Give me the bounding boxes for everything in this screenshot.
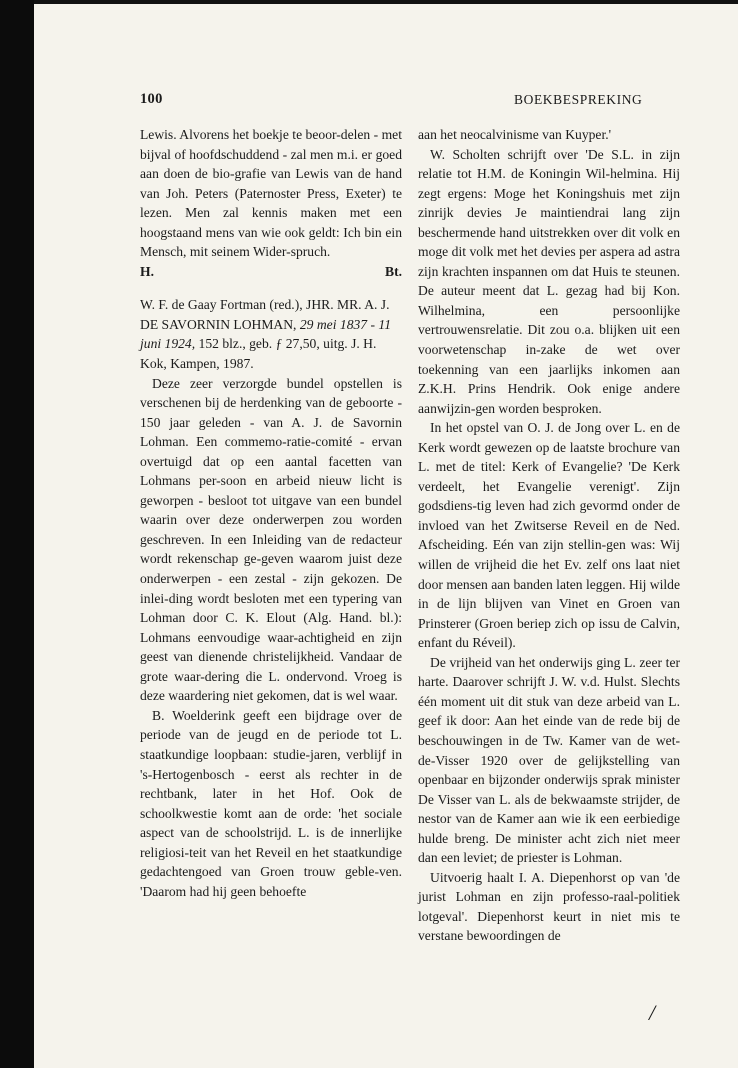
book-reference — [140, 295, 402, 373]
book-details: 152 blz., geb. ƒ 27,50, uitg. J. H. Kok, Kampen, 1987. — [140, 336, 377, 372]
signature-author: Bt. — [385, 263, 402, 279]
review-signature — [140, 262, 402, 282]
book-title-dates: 29 mei 1837 - 11 juni 1924, — [140, 316, 391, 352]
left-column — [140, 125, 402, 901]
paragraph-onderwijs: De vrijheid van het onderwijs ging L. zeer ter harte. Daarover schrijft J. W. v.d. Hulst. Slechts één moment uit dit stuk van deze arbeid van L. geef ik door: Aan het einde van de rede bij de beschouwingen in de Tw. Kamer van de wet-de-Visser 1920 over de gelijkstelling van openbaar en bijzonder onderwijs sprak minister De Visser van L. als de bekwaamste strijder, de nestor van de Kamer aan wie ik een eerbiedige hulde breng. De minister acht zich niet meer dan een leviet; de priester is Lohman. — [418, 654, 680, 866]
signature-initial: H. — [140, 263, 154, 279]
paragraph-de-jong: In het opstel van O. J. de Jong over L. en de Kerk wordt gewezen op de laatste brochure van L. met de titel: Kerk of Evangelie? 'De Kerk verdeelt, het Evangelie verenigt'. Zijn godsdiens-tig leven had zich gevormd onder de invloed van het Zwitserse Reveil en de Ned. Afscheiding. Eén van zijn stellin-gen was: Wij willen de vrijheid die het Ev. zelf ons laat niet door mensen aan banden laten leggen. Hij wilde in de lijn blijven van Vinet en Groen van Prinsterer (Groen beriep zich op issu de Calvin, enfant du Réveil). — [418, 420, 680, 651]
running-head: BOEKBESPREKING — [514, 92, 643, 107]
paragraph-kuyper: aan het neocalvinisme van Kuyper.' — [418, 127, 612, 142]
paragraph-woelderink: B. Woelderink geeft een bijdrage over de periode van de jeugd en de periode tot L. staatkundige loopbaan: studie-jaren, verblijf in 's-Hertogenbosch - eerst als rechter in de rechtbank, later in het Hof. Ook de schoolkwestie komt aan de orde: 'het sociale aspect van de schoolstrijd. L. is de innerlijke religiosi-teit van het Reveil en het staatkundige gedachtengoed van Groen trouw geble-ven. 'Daarom had hij geen behoefte — [140, 707, 402, 899]
right-column — [418, 125, 680, 946]
scan-border-left — [0, 0, 34, 1068]
margin-mark: / — [649, 1000, 656, 1025]
paragraph-lewis: Lewis. Alvorens het boekje te beoor-delen - met bijval of hoofdschuddend - zal men m.i. er goed aan doen de bio-grafie van Lewis van de hand van Joh. Peters (Paternoster Press, Exeter) te lezen. Men zal kennis maken met een hoogstaand mens van wie ook geldt: Ich bin ein Mensch, mit seinem Wider-spruch. — [140, 127, 402, 260]
page-number: 100 — [140, 91, 163, 107]
book-editors: W. F. de Gaay Fortman (red.), JHR. MR. A. J. DE SAVORNIN LOHMAN, — [140, 297, 390, 332]
paragraph-bundel: Deze zeer verzorgde bundel opstellen is verschenen bij de herdenking van de geboorte - 150 jaar geleden - van A. J. de Savornin Lohman. Een commemo-ratie-comité - ervan overtuigd dat op een aantal facetten van Lohmans per-soon en arbeid nieuw licht is geworpen - besloot tot uitgave van een bundel waarin over deze onderwerpen zou worden geschreven. In een Inleiding van de redacteur wordt rekenschap ge-geven waarom juist deze onderwerpen - een zestal - zijn gekozen. De inlei-ding wordt besloten met een typering van Lohman door C. K. Elout (Alg. Hand. bl.): Lohmans eenvoudige waar-achtigheid en zijn geest van dienende christelijkheid. Vandaar de grote waar-dering die L. ondervond. Vroeg is deze waardering niet gekomen, dat is wel waar. — [140, 375, 402, 704]
paragraph-scholten: W. Scholten schrijft over 'De S.L. in zijn relatie tot H.M. de Koningin Wil-helmina. Hij zegt ergens: Moge het Koningshuis met zijn zinrijk devies Je maintiendrai lang zijn beschermende hand uitstrekken over dit volk en moge dit volk met het devies per aspera ad astra zijn krachten inspannen om dat Huis te steunen. De auteur meent dat L. gezag had bij Kon. Wilhelmina, een persoonlijke vertrouwensrelatie. Dit zou o.a. blijken uit een voorwetenschap in-zake de wet over toekenning van een jaarlijks inkomen aan Z.K.H. Prins Hendrik. Ook enige andere aanwijzin-gen worden besproken. — [418, 146, 680, 416]
paragraph-diepenhorst: Uitvoerig haalt I. A. Diepenhorst op van 'de jurist Lohman en zijn professo-raal-politiek lotgeval'. Diepenhorst keurt in niet mis te verstane bewoordingen de — [418, 869, 680, 944]
